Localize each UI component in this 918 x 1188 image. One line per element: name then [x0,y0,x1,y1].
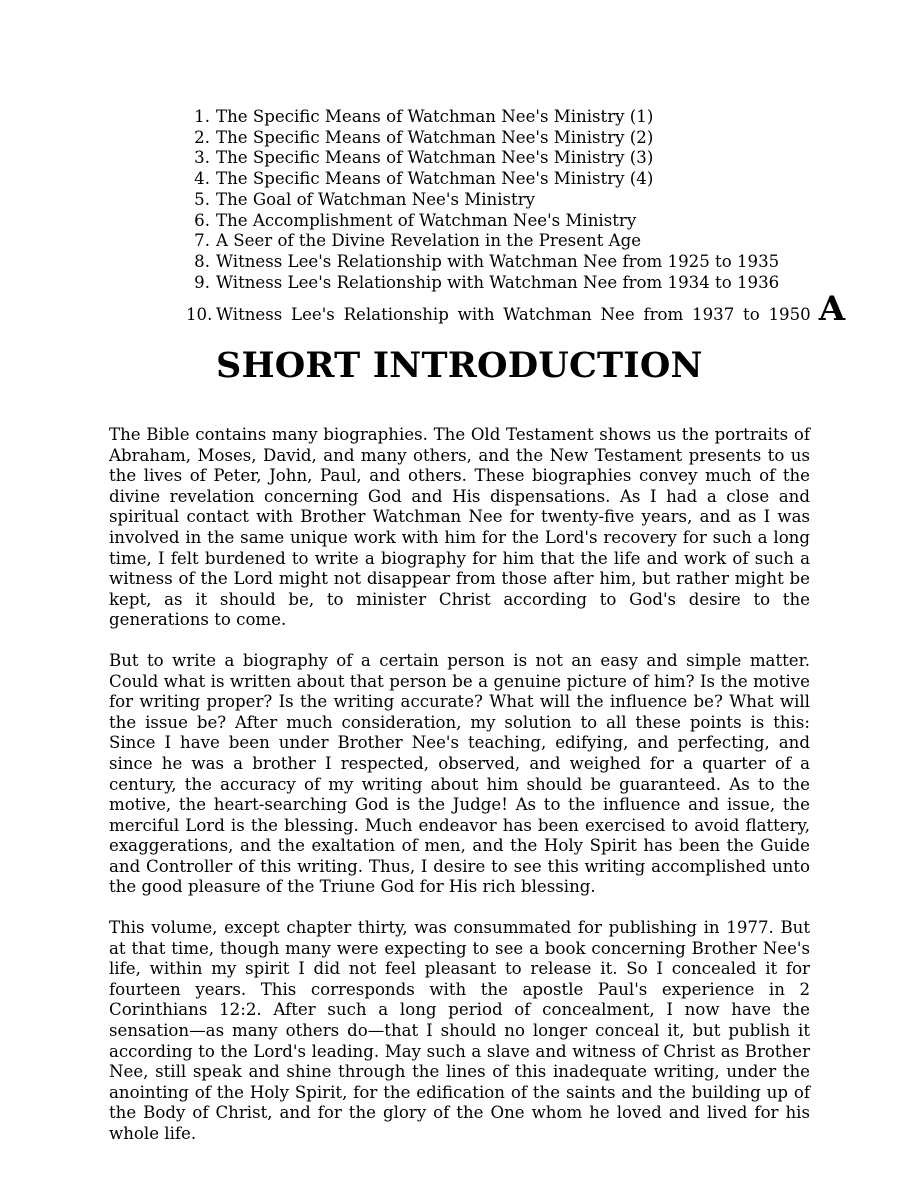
introduction-body [109,425,810,1165]
toc-item-number: 3. [194,148,210,168]
paragraph: But to write a biography of a certain person is not an easy and simple matter. Could what is written about that person be a genuine picture of him? Is the motive for writing proper? Is the writing accurate? What will the influence be? What will the issue be? After much consideration, my solution to all these points is this: Since I have been under Brother Nee's teaching, edifying, and perfecting, and since he was a brother I respected, observed, and weighed for a quarter of a century, the accuracy of my writing about him should be guaranteed. As to the motive, the heart-searching God is the Judge! As to the influence and issue, the merciful Lord is the blessing. Much endeavor has been exercised to avoid flattery, exaggerations, and the exaltation of men, and the Holy Spirit has been the Guide and Controller of this writing. Thus, I desire to see this writing accomplished unto the good pleasure of the Triune God for His rich blessing. [109,650,810,897]
toc-item-number: 5. [194,189,210,209]
heading-first-letter: A [818,289,846,330]
toc-item-text: Witness Lee's Relationship with Watchman Nee from 1937 to 1950 [216,305,811,325]
toc-item-number: 6. [194,210,210,230]
toc-item-text: The Specific Means of Watchman Nee's Ministry (2) [216,127,654,147]
toc-item[interactable] [186,211,816,232]
toc-item[interactable] [186,252,816,273]
section-heading: SHORT INTRODUCTION [216,345,703,386]
toc-item[interactable] [186,107,816,128]
toc-item-text: The Goal of Watchman Nee's Ministry [216,189,536,209]
toc-item[interactable] [186,190,816,211]
toc-item[interactable] [186,289,846,330]
toc-item-text: The Accomplishment of Watchman Nee's Ministry [216,210,637,230]
toc-item-number: 10. [186,305,213,325]
toc-item-text: The Specific Means of Watchman Nee's Ministry (4) [216,169,654,189]
toc-item[interactable] [186,148,816,169]
table-of-contents [186,107,846,330]
toc-item[interactable] [186,231,816,252]
toc-item-number: 9. [194,272,210,292]
toc-item-text: The Specific Means of Watchman Nee's Ministry (3) [216,148,654,168]
toc-item-text: Witness Lee's Relationship with Watchman Nee from 1934 to 1936 [216,272,780,292]
paragraph: This volume, except chapter thirty, was consummated for publishing in 1977. But at that time, though many were expecting to see a book concerning Brother Nee's life, within my spirit I did not feel pleasant to release it. So I concealed it for fourteen years. This corresponds with the apostle Paul's experience in 2 Corinthians 12:2. After such a long period of concealment, I now have the sensation—as many others do—that I should no longer conceal it, but publish it according to the Lord's leading. May such a slave and witness of Christ as Brother Nee, still speak and shine through the lines of this inadequate writing, under the anointing of the Holy Spirit, for the edification of the saints and the building up of the Body of Christ, and for the glory of the One whom he loved and lived for his whole life. [109,918,810,1143]
toc-item-number: 8. [194,251,210,271]
toc-item-text: Witness Lee's Relationship with Watchman Nee from 1925 to 1935 [216,251,780,271]
toc-item[interactable] [186,273,816,294]
toc-item[interactable] [186,169,816,190]
paragraph: The Bible contains many biographies. The Old Testament shows us the portraits of Abraham, Moses, David, and many others, and the New Testament presents to us the lives of Peter, John, Paul, and others. These biographies convey much of the divine revelation concerning God and His dispensations. As I had a close and spiritual contact with Brother Watchman Nee for twenty-five years, and as I was involved in the same unique work with him for the Lord's recovery for such a long time, I felt burdened to write a biography for him that the life and work of such a witness of the Lord might not disappear from those after him, but rather might be kept, as it should be, to minister Christ according to God's desire to the generations to come. [109,425,810,630]
toc-item-number: 1. [194,107,210,126]
toc-item-text: A Seer of the Divine Revelation in the Present Age [216,231,642,251]
toc-item-number: 2. [194,127,210,147]
toc-item-number: 7. [194,231,210,251]
toc-item-number: 4. [194,169,210,189]
toc-item[interactable] [186,128,816,149]
toc-item-text: The Specific Means of Watchman Nee's Ministry (1) [216,107,654,126]
